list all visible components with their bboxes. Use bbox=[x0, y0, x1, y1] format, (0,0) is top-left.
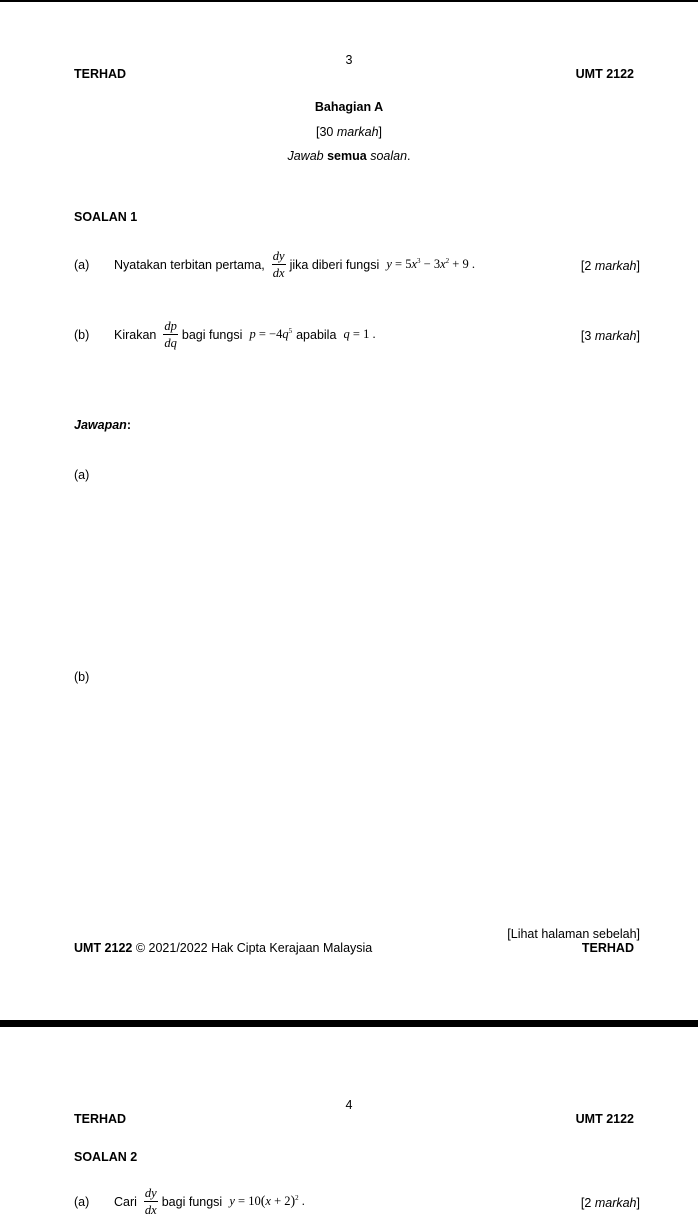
page-number: 4 bbox=[345, 1098, 353, 1112]
question-text: Cari bbox=[114, 1194, 137, 1209]
derivative-fraction: $\frac{dy}{dx}$ bbox=[144, 1186, 157, 1217]
footer-classification: TERHAD bbox=[581, 941, 634, 955]
derivative-fraction: $\frac{dp}{dq}$ bbox=[164, 319, 177, 350]
question-text: jika diberi fungsi bbox=[289, 257, 380, 272]
section-marks: [30 markah] bbox=[315, 125, 383, 139]
question-1a bbox=[74, 250, 479, 279]
header-classification: TERHAD bbox=[74, 1112, 127, 1126]
answer-a-label: (a) bbox=[74, 468, 90, 482]
function-equation: $y = 5x^3 - 3x^2 + 9$ . bbox=[386, 257, 475, 271]
function-equation: $y = 10(x + 2)^2$ . bbox=[229, 1193, 305, 1209]
answer-b-label: (b) bbox=[74, 670, 90, 684]
question-2a bbox=[74, 1187, 309, 1216]
question-text: bagi fungsi bbox=[161, 1194, 223, 1209]
function-equation: $p = -4q^5$ bbox=[249, 327, 293, 341]
page-divider bbox=[0, 1020, 698, 1027]
question-label: (b) bbox=[74, 327, 90, 342]
header-course-code: UMT 2122 bbox=[575, 1112, 634, 1126]
question-1b bbox=[74, 320, 380, 349]
question-label: (a) bbox=[74, 257, 90, 272]
footer-copyright: UMT 2122 © 2021/2022 Hak Cipta Kerajaan Malaysia bbox=[74, 941, 373, 955]
page-number: 3 bbox=[345, 53, 353, 67]
section-title: Bahagian A bbox=[314, 100, 384, 114]
header-course-code: UMT 2122 bbox=[575, 67, 634, 81]
question-2a-marks: [2 markah] bbox=[580, 1196, 640, 1210]
answer-heading: Jawapan: bbox=[74, 418, 131, 432]
header-classification: TERHAD bbox=[74, 67, 127, 81]
question-1b-marks: [3 markah] bbox=[580, 329, 640, 343]
footer-turn-page-note: [Lihat halaman sebelah] bbox=[507, 927, 640, 941]
question-text: apabila bbox=[296, 327, 337, 342]
section-instruction: Jawab semua soalan. bbox=[287, 149, 411, 163]
question-text: bagi fungsi bbox=[181, 327, 243, 342]
question-text: Nyatakan terbitan pertama, bbox=[114, 257, 265, 272]
derivative-fraction: $\frac{dy}{dx}$ bbox=[272, 249, 285, 280]
question-text: Kirakan bbox=[114, 327, 157, 342]
question-1a-marks: [2 markah] bbox=[580, 259, 640, 273]
page-top-border bbox=[0, 0, 698, 2]
question-2-title: SOALAN 2 bbox=[74, 1150, 138, 1164]
question-label: (a) bbox=[74, 1194, 90, 1209]
condition-equation: q = 1 . bbox=[343, 327, 376, 341]
question-1-title: SOALAN 1 bbox=[74, 210, 138, 224]
